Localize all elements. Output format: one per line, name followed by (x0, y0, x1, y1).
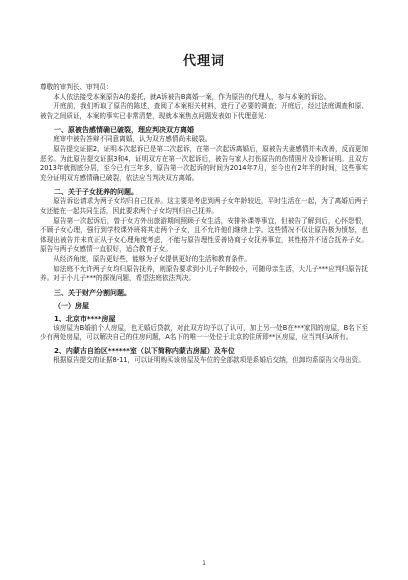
salutation: 尊敬的审判长、审判员： (40, 83, 113, 91)
section-2-paragraph-4: 如法庭不允许两子女均归原告抚养，则原告要求到小儿子年龄较小，可随母亲生活，大儿子***应判归原告抚养。对于小儿子***的探视问题，希望法庭依法判决。 (40, 264, 368, 283)
intro-paragraph-2: 开庭前，我们听取了原告的陈述，查阅了本案相关材料，进行了必要的调查；开庭后，经过法庭调查和原、被告之间质证，本案的事实已非常清楚，现就本案焦点问题发表如下代理意见： (40, 102, 368, 120)
document-title: 代理词 (182, 54, 225, 69)
section-3-heading: 三、关于财产分割问题。 (54, 288, 131, 297)
section-2-paragraph-3: 从经济角度，原告更好些，能够为子女提供更好的生活和教育条件。 (53, 254, 251, 263)
subsection-1-heading: （一）房屋 (54, 301, 89, 310)
item-2-paragraph: 根据原告提交的证据8-11，可以证明购买该房屋及车位的全部款项是系婚后交纳，但卸均系原告父母出资。 (53, 355, 365, 364)
item-1-heading: 1、北京市****房屋 (54, 314, 116, 323)
section-1-paragraph-1: 庭审中被告答辩不同意离婚，认为双方感情尚未破裂。 (53, 135, 212, 144)
section-2-heading: 二、关于子女抚养的问题。 (54, 188, 138, 197)
intro-paragraph-1: 本人依法接受本案原告A的委托，就A诉被告B离婚一案，作为原告的代理人，参与本案的诉讼。 (53, 92, 331, 101)
item-1-paragraph: 该房屋为B婚前个人房屋，也无婚后贷款，对此双方均予以了认可，加上另一处B在***家园的房屋，B名下至少有两处房屋，可以解决自己的住房问题，A名下的唯一一处位于北京的住所即**区房屋，应当判归A所有。 (40, 323, 368, 342)
section-1-heading: 一、原被告感情确已破裂，理应判决双方离婚 (54, 126, 194, 135)
section-2-paragraph-1: 原告诉讼请求为两子女均归自己抚养。这主要是考虑到两子女年龄较近，平时生活在一起，为了离婚后两子女还能在一起共同生活，因此要求两个子女均判归自己抚养。 (40, 197, 368, 215)
section-1-paragraph-2: 原告提交证据2，证明本次起诉已是第二次起诉，在第一次起诉离婚后，原被告夫妻感情并未改善，反而更加恶劣。为此原告提交证据3和4，证明双方在第一次起诉后，被告与家人打伤原告的伤情照片及诊断证明。且双方2013年就彻底分居，至今已有三年多，原告第一次起诉的时间为2014年7月，至今也有2年半的时间，这些事实充分证明双方感情确已破裂，依法应当判决双方离婚。 (40, 144, 368, 182)
page-number: 1 (202, 560, 206, 567)
section-2-paragraph-2: 原告第一次起诉后，曾于女方外出旅游期间照顾子女生活，安排补课等事宜，但被告了解到后，心怀怨恨，不顾子女心理，强行到学校课外班将其走两个子女，且不允许他们继续上学。这些情况不仅让原告极为愤怒，也体现出被告并未真正从子女心理角度考虑，不能与原告理性妥善协商子女抚养事宜，其性格并不适合抚养子女。原告与两子女感情一直很好，适合教育子女。 (40, 216, 368, 254)
item-2-heading: 2、内蒙古自治区******室（以下简称内蒙古房屋）及车位 (54, 346, 235, 355)
